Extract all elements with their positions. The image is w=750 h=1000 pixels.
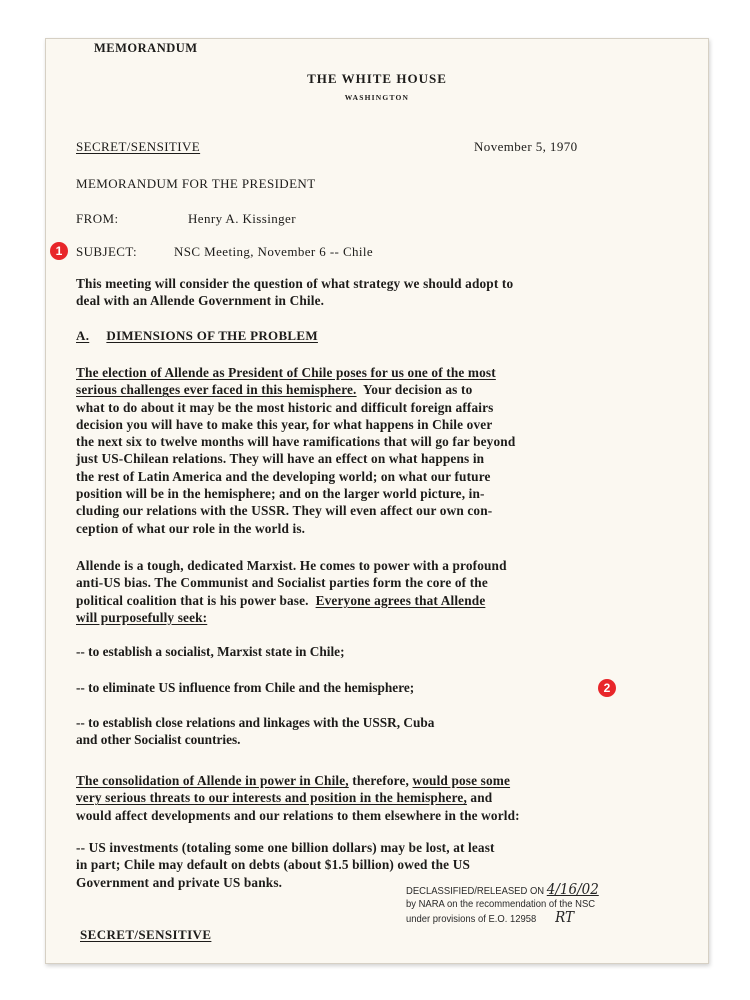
bullet-3-line-1: -- to establish close relations and linkages with the USSR, Cuba (76, 715, 435, 730)
para3-line-2 (76, 789, 686, 806)
intro-line-1: This meeting will consider the question of what strategy we should adopt to (76, 276, 514, 291)
memo-date: November 5, 1970 (474, 139, 578, 154)
bullet-2: -- to eliminate US influence from Chile and the hemisphere; (76, 680, 415, 695)
para1-line-9: cluding our relations with the USSR. They will even affect our own con- (76, 503, 493, 519)
intro-paragraph (76, 275, 686, 310)
office-heading: THE WHITE HOUSE (307, 71, 447, 86)
para1-line-2-rest: Your decision as to (356, 382, 473, 398)
para3-line-1-underlined-a: The consolidation of Allende in power in Chile, (76, 773, 349, 788)
para2-line-3 (76, 592, 686, 609)
para3-line-2-rest: and (466, 790, 493, 806)
para3-line-3: would affect developments and our relations to them elsewhere in the world: (76, 807, 520, 823)
para1-line-7: the rest of Latin America and the developing world; on what our future (76, 468, 491, 484)
memo-page (45, 38, 709, 964)
paragraph-3 (76, 772, 686, 824)
section-a-title: DIMENSIONS OF THE PROBLEM (106, 328, 318, 343)
bullet-3 (76, 714, 676, 749)
stamp-line-1 (406, 880, 649, 898)
para2-line-1: Allende is a tough, dedicated Marxist. He comes to power with a profound (76, 558, 507, 573)
bullet-1: -- to establish a socialist, Marxist state in Chile; (76, 644, 345, 659)
classification-top: SECRET/SENSITIVE (76, 139, 201, 154)
para3-line-1-underlined-b: would pose some (412, 773, 511, 788)
para4-line-2: in part; Chile may default on debts (about $1.5 billion) owed the US (76, 857, 470, 873)
para1-line-8: position will be in the hemisphere; and on the larger world picture, in- (76, 486, 485, 502)
para2-line-2: anti-US bias. The Communist and Socialist parties form the core of the (76, 575, 488, 591)
annotation-marker-2: 2 (598, 679, 616, 697)
para2-line-4: will purposefully seek: (76, 609, 208, 625)
memo-for: MEMORANDUM FOR THE PRESIDENT (76, 176, 316, 191)
section-a-heading (76, 328, 318, 344)
paragraph-1 (76, 364, 686, 537)
section-a-letter: A. (76, 328, 90, 343)
bullet-3-line-2: and other Socialist countries. (76, 732, 241, 748)
para3-line-2-underlined: very serious threats to our interests and position in the hemisphere, (76, 790, 467, 806)
para4-line-1: -- US investments (totaling some one billion dollars) may be lost, at least (76, 840, 495, 855)
para3-line-1 (76, 772, 686, 789)
subject-value: NSC Meeting, November 6 -- Chile (174, 244, 374, 259)
para1-line-1: The election of Allende as President of Chile poses for us one of the most (76, 365, 496, 380)
from-label: FROM: (76, 211, 119, 226)
para2-line-3-start: political coalition that is his power base. (76, 592, 316, 608)
classification-bottom: SECRET/SENSITIVE (80, 927, 212, 942)
para2-line-3-underlined: Everyone agrees that Allende (315, 592, 486, 608)
stamp-line-2: by NARA on the recommendation of the NSC (406, 898, 596, 910)
para1-line-4: decision you will have to make this year, for what happens in Chile over (76, 416, 493, 432)
para1-line-3: what to do about it may be the most historic and difficult foreign affairs (76, 399, 494, 415)
memorandum-label: MEMORANDUM (94, 41, 198, 55)
para4-line-3: Government and private US banks. (76, 874, 283, 890)
para1-line-6: just US-Chilean relations. They will have an effect on what happens in (76, 451, 485, 467)
intro-line-2: deal with an Allende Government in Chile. (76, 293, 325, 309)
para3-line-1-mid: therefore, (348, 773, 413, 788)
paragraph-2 (76, 557, 686, 626)
stamp-line-1-text: DECLASSIFIED/RELEASED ON (406, 885, 545, 897)
annotation-marker-1: 1 (50, 242, 68, 260)
para1-line-5: the next six to twelve months will have ramifications that will go far beyond (76, 434, 516, 450)
declassification-stamp (406, 880, 649, 926)
stamp-initials: RT (555, 908, 575, 926)
para1-line-10: ception of what our role in the world is. (76, 520, 306, 536)
subject-label: SUBJECT: (76, 244, 138, 259)
stamp-handwritten-date: 4/16/02 (546, 880, 599, 898)
from-value: Henry A. Kissinger (188, 211, 296, 226)
stamp-line-3-text: under provisions of E.O. 12958 (406, 913, 537, 925)
location-heading: WASHINGTON (344, 93, 410, 102)
stamp-line-3 (406, 908, 649, 926)
para1-line-2-underlined: serious challenges ever faced in this hemisphere. (76, 382, 357, 398)
para1-line-2 (76, 381, 686, 398)
